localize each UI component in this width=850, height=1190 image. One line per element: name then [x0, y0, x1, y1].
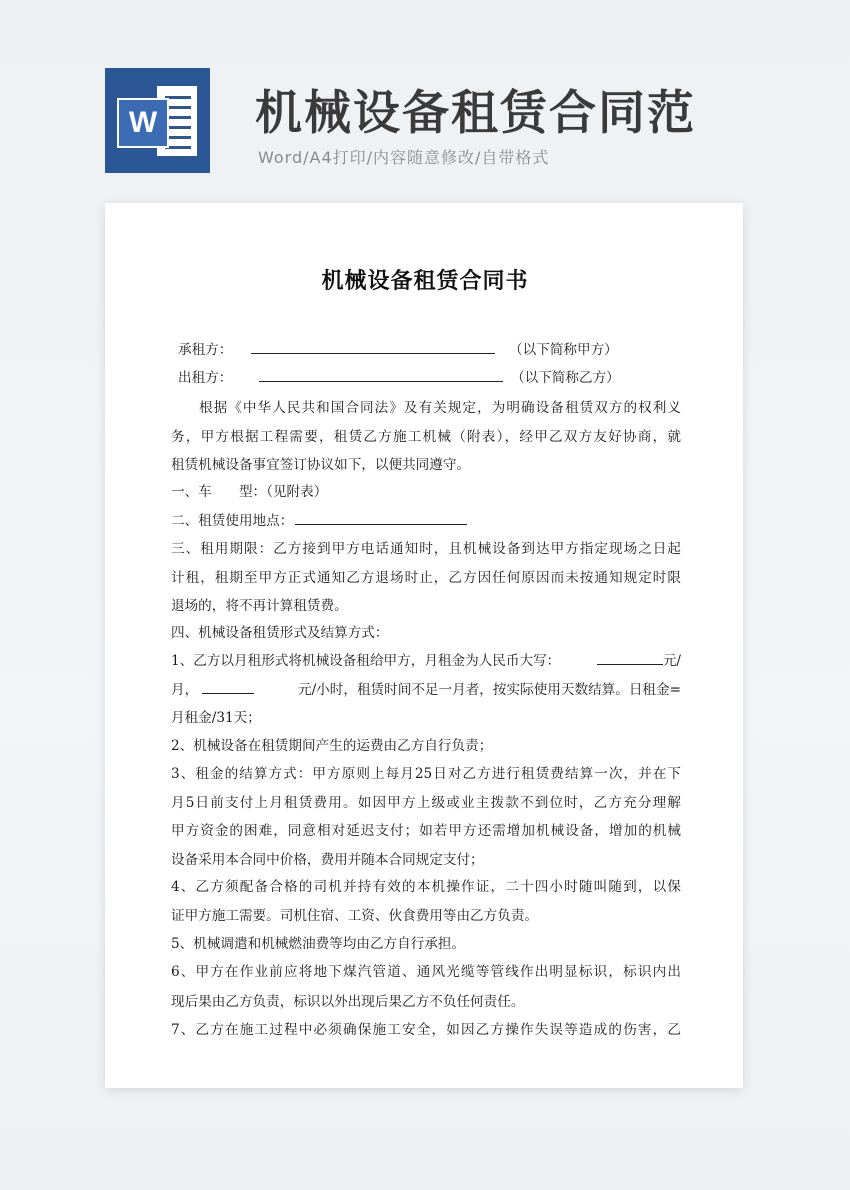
- para-line: 现后果由乙方负责，标识以外出现后果乙方不负任何责任。: [171, 994, 525, 1010]
- page-title: 机械设备租赁合同范: [255, 86, 696, 141]
- document-page: [105, 203, 743, 1088]
- para-line: 月租金/31天；: [171, 710, 261, 726]
- para-line: 计租，租期至甲方正式通知乙方退场时止，乙方因任何原因而未按通知规定时限: [171, 570, 681, 586]
- para-line: 务，甲方根据工程需要，租赁乙方施工机械（附表），经甲乙双方友好协商，就: [171, 429, 681, 445]
- location-blank: [295, 510, 467, 525]
- month-text: 月，: [171, 682, 199, 698]
- hourly-rent-blank: [202, 679, 254, 694]
- para-line: 6、甲方在作业前应将地下煤汽管道、通风光缆等管线作出明显标识，标识内出: [171, 964, 681, 980]
- location-label: 二、租赁使用地点：: [171, 513, 294, 529]
- para-line: 根据《中华人民共和国合同法》及有关规定，为明确设备租赁双方的权利义: [199, 400, 681, 416]
- word-icon: [105, 68, 210, 173]
- para-line: 3、租金的结算方式：甲方原则上每月25日对乙方进行租赁费结算一次，并在下: [171, 766, 681, 782]
- para-line: 四、机械设备租赁形式及结算方式：: [171, 625, 389, 641]
- lessee-note: （以下简称甲方）: [509, 342, 618, 358]
- para-line: [171, 650, 681, 672]
- lessor-line: [178, 367, 688, 389]
- para-line: 甲方资金的困难，同意相对延迟支付；如若甲方还需增加机械设备，增加的机械: [171, 823, 681, 839]
- hourly-text: 元/小时，租赁时间不足一月者，按实际使用天数结算。日租金=: [298, 682, 681, 698]
- page-subtitle: Word/A4打印/内容随意修改/自带格式: [258, 148, 550, 167]
- lessor-blank: [259, 367, 503, 382]
- lessor-label: 出租方：: [178, 370, 233, 386]
- para-line: 证甲方施工需要。司机住宿、工资、伙食费用等由乙方负责。: [171, 908, 539, 924]
- para-line: 5、机械调遣和机械燃油费等均由乙方自行承担。: [171, 936, 466, 952]
- para-line: [171, 510, 681, 532]
- para-line: [171, 679, 681, 701]
- para-line: 7、乙方在施工过程中必须确保施工安全，如因乙方操作失误等造成的伤害，乙: [171, 1022, 681, 1038]
- rent-unit: 元/: [662, 653, 681, 669]
- word-letter: W: [117, 98, 169, 148]
- lessee-blank: [251, 339, 495, 354]
- para-line: 月5日前支付上月租赁费用。如因甲方上级或业主拨款不到位时，乙方充分理解: [171, 795, 681, 811]
- lessee-label: 承租方：: [178, 342, 233, 358]
- rent-text: 1、乙方以月租形式将机械设备租给甲方，月租金为人民币大写：: [171, 653, 561, 669]
- monthly-rent-blank: [597, 650, 663, 665]
- para-line: 4、乙方须配备合格的司机并持有效的本机操作证，二十四小时随叫随到，以保: [171, 879, 681, 895]
- lessor-note: （以下简称乙方）: [511, 370, 620, 386]
- para-line: 租赁机械设备事宜签订协议如下，以便共同遵守。: [171, 457, 471, 473]
- lessee-line: [178, 339, 688, 361]
- document-title: 机械设备租赁合同书: [321, 268, 529, 294]
- para-line: 设备采用本合同中价格，费用并随本合同规定支付；: [171, 852, 484, 868]
- para-line: 三、租用期限：乙方接到甲方电话通知时，且机械设备到达甲方指定现场之日起: [171, 541, 681, 557]
- para-line: 退场的，将不再计算租赁费。: [171, 598, 348, 614]
- para-line: 2、机械设备在租赁期间产生的运费由乙方自行负责；: [171, 738, 493, 754]
- para-line: 一、车 型：（见附表）: [171, 484, 328, 500]
